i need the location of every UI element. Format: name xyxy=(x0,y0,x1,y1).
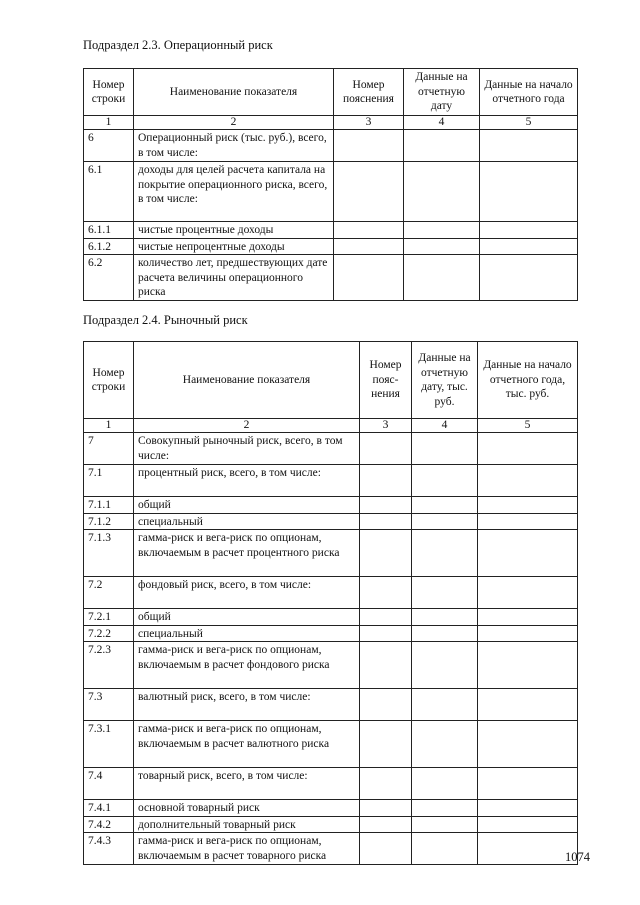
table-row xyxy=(84,238,578,255)
value-cell xyxy=(412,689,478,721)
value-cell xyxy=(412,530,478,577)
value-cell xyxy=(334,255,404,301)
column-number-row xyxy=(84,419,578,433)
row-indicator: Совокупный рыночный риск, всего, в том числе: xyxy=(134,433,360,465)
header-note-number: Номер пояс-нения xyxy=(360,342,412,419)
value-cell xyxy=(480,222,578,239)
table-row xyxy=(84,721,578,768)
section-op-title: Подраздел 2.3. Операционный риск xyxy=(83,38,273,52)
row-number: 7.4 xyxy=(84,768,134,800)
column-number: 5 xyxy=(478,419,578,433)
row-number: 7 xyxy=(84,433,134,465)
row-number: 7.2.1 xyxy=(84,609,134,626)
value-cell xyxy=(404,238,480,255)
table-row xyxy=(84,130,578,162)
value-cell xyxy=(480,255,578,301)
market-risk-table xyxy=(83,341,578,865)
column-number: 2 xyxy=(134,116,334,130)
value-cell xyxy=(478,816,578,833)
column-number: 4 xyxy=(412,419,478,433)
value-cell xyxy=(478,833,578,865)
row-indicator: дополнительный товарный риск xyxy=(134,816,360,833)
value-cell xyxy=(334,238,404,255)
row-indicator: общий xyxy=(134,609,360,626)
row-number: 6.2 xyxy=(84,255,134,301)
table-row xyxy=(84,609,578,626)
table-row xyxy=(84,768,578,800)
value-cell xyxy=(478,800,578,817)
table-row xyxy=(84,625,578,642)
value-cell xyxy=(334,222,404,239)
column-number: 4 xyxy=(404,116,480,130)
header-row xyxy=(84,342,578,419)
row-indicator: специальный xyxy=(134,513,360,530)
value-cell xyxy=(478,721,578,768)
row-indicator: доходы для целей расчета капитала на покрытие операционного риска, всего, в том числе: xyxy=(134,162,334,222)
value-cell xyxy=(478,689,578,721)
value-cell xyxy=(360,642,412,689)
column-number: 3 xyxy=(334,116,404,130)
row-indicator: гамма-риск и вега-риск по опционам, включаемым в расчет валютного риска xyxy=(134,721,360,768)
row-number: 6 xyxy=(84,130,134,162)
value-cell xyxy=(360,465,412,497)
column-number: 2 xyxy=(134,419,360,433)
row-indicator: чистые непроцентные доходы xyxy=(134,238,334,255)
column-number: 3 xyxy=(360,419,412,433)
row-indicator: Операционный риск (тыс. руб.), всего, в том числе: xyxy=(134,130,334,162)
row-number: 7.2.2 xyxy=(84,625,134,642)
value-cell xyxy=(478,609,578,626)
value-cell xyxy=(360,433,412,465)
header-reporting-date: Данные на отчетную дату, тыс. руб. xyxy=(412,342,478,419)
value-cell xyxy=(412,513,478,530)
operational-risk-table xyxy=(83,68,578,301)
value-cell xyxy=(478,642,578,689)
table-row xyxy=(84,577,578,609)
value-cell xyxy=(412,577,478,609)
table-row xyxy=(84,800,578,817)
row-indicator: фондовый риск, всего, в том числе: xyxy=(134,577,360,609)
header-year-start: Данные на начало отчетного года, тыс. руб. xyxy=(478,342,578,419)
row-indicator: количество лет, предшествующих дате расчета величины операционного риска xyxy=(134,255,334,301)
value-cell xyxy=(404,255,480,301)
row-indicator: общий xyxy=(134,497,360,514)
value-cell xyxy=(360,625,412,642)
value-cell xyxy=(412,609,478,626)
table-row xyxy=(84,222,578,239)
header-indicator-name: Наименование показателя xyxy=(134,342,360,419)
value-cell xyxy=(478,625,578,642)
header-row-number: Номер строки xyxy=(84,69,134,116)
value-cell xyxy=(360,833,412,865)
row-indicator: гамма-риск и вега-риск по опционам, включаемым в расчет процентного риска xyxy=(134,530,360,577)
row-number: 6.1 xyxy=(84,162,134,222)
value-cell xyxy=(478,433,578,465)
value-cell xyxy=(480,238,578,255)
row-number: 7.4.1 xyxy=(84,800,134,817)
value-cell xyxy=(412,816,478,833)
table-row xyxy=(84,816,578,833)
row-number: 7.1.2 xyxy=(84,513,134,530)
row-indicator: чистые процентные доходы xyxy=(134,222,334,239)
value-cell xyxy=(404,162,480,222)
table-row xyxy=(84,497,578,514)
column-number: 5 xyxy=(480,116,578,130)
value-cell xyxy=(412,833,478,865)
row-indicator: валютный риск, всего, в том числе: xyxy=(134,689,360,721)
row-number: 7.4.3 xyxy=(84,833,134,865)
table-row xyxy=(84,833,578,865)
value-cell xyxy=(480,162,578,222)
value-cell xyxy=(360,816,412,833)
table-row xyxy=(84,642,578,689)
section-mkt-title: Подраздел 2.4. Рыночный риск xyxy=(83,313,248,327)
table-row xyxy=(84,255,578,301)
value-cell xyxy=(412,800,478,817)
row-number: 7.1.3 xyxy=(84,530,134,577)
column-number: 1 xyxy=(84,116,134,130)
value-cell xyxy=(334,162,404,222)
value-cell xyxy=(478,768,578,800)
row-number: 6.1.2 xyxy=(84,238,134,255)
row-indicator: гамма-риск и вега-риск по опционам, включаемым в расчет товарного риска xyxy=(134,833,360,865)
value-cell xyxy=(360,768,412,800)
row-indicator: специальный xyxy=(134,625,360,642)
value-cell xyxy=(404,222,480,239)
value-cell xyxy=(478,513,578,530)
value-cell xyxy=(412,721,478,768)
row-indicator: основной товарный риск xyxy=(134,800,360,817)
header-note-number: Номер пояснения xyxy=(334,69,404,116)
table-row xyxy=(84,689,578,721)
table-row xyxy=(84,530,578,577)
value-cell xyxy=(412,465,478,497)
row-number: 7.3.1 xyxy=(84,721,134,768)
value-cell xyxy=(360,497,412,514)
value-cell xyxy=(412,642,478,689)
row-number: 7.2.3 xyxy=(84,642,134,689)
row-number: 7.1 xyxy=(84,465,134,497)
value-cell xyxy=(360,530,412,577)
header-row-number: Номер строки xyxy=(84,342,134,419)
row-number: 7.3 xyxy=(84,689,134,721)
table-row xyxy=(84,433,578,465)
value-cell xyxy=(404,130,480,162)
value-cell xyxy=(478,530,578,577)
row-number: 7.4.2 xyxy=(84,816,134,833)
value-cell xyxy=(360,609,412,626)
row-indicator: гамма-риск и вега-риск по опционам, включаемым в расчет фондового риска xyxy=(134,642,360,689)
header-reporting-date: Данные на отчетную дату xyxy=(404,69,480,116)
value-cell xyxy=(412,433,478,465)
table-row xyxy=(84,162,578,222)
value-cell xyxy=(478,465,578,497)
value-cell xyxy=(360,721,412,768)
page-number: 1074 xyxy=(565,850,590,864)
row-indicator: процентный риск, всего, в том числе: xyxy=(134,465,360,497)
row-indicator: товарный риск, всего, в том числе: xyxy=(134,768,360,800)
value-cell xyxy=(478,577,578,609)
header-indicator-name: Наименование показателя xyxy=(134,69,334,116)
value-cell xyxy=(478,497,578,514)
value-cell xyxy=(334,130,404,162)
table-row xyxy=(84,465,578,497)
value-cell xyxy=(412,625,478,642)
row-number: 6.1.1 xyxy=(84,222,134,239)
value-cell xyxy=(412,497,478,514)
column-number: 1 xyxy=(84,419,134,433)
value-cell xyxy=(360,800,412,817)
table-row xyxy=(84,513,578,530)
value-cell xyxy=(412,768,478,800)
value-cell xyxy=(360,577,412,609)
header-year-start: Данные на начало отчетного года xyxy=(480,69,578,116)
header-row xyxy=(84,69,578,116)
value-cell xyxy=(360,689,412,721)
row-number: 7.2 xyxy=(84,577,134,609)
row-number: 7.1.1 xyxy=(84,497,134,514)
column-number-row xyxy=(84,116,578,130)
value-cell xyxy=(360,513,412,530)
value-cell xyxy=(480,130,578,162)
